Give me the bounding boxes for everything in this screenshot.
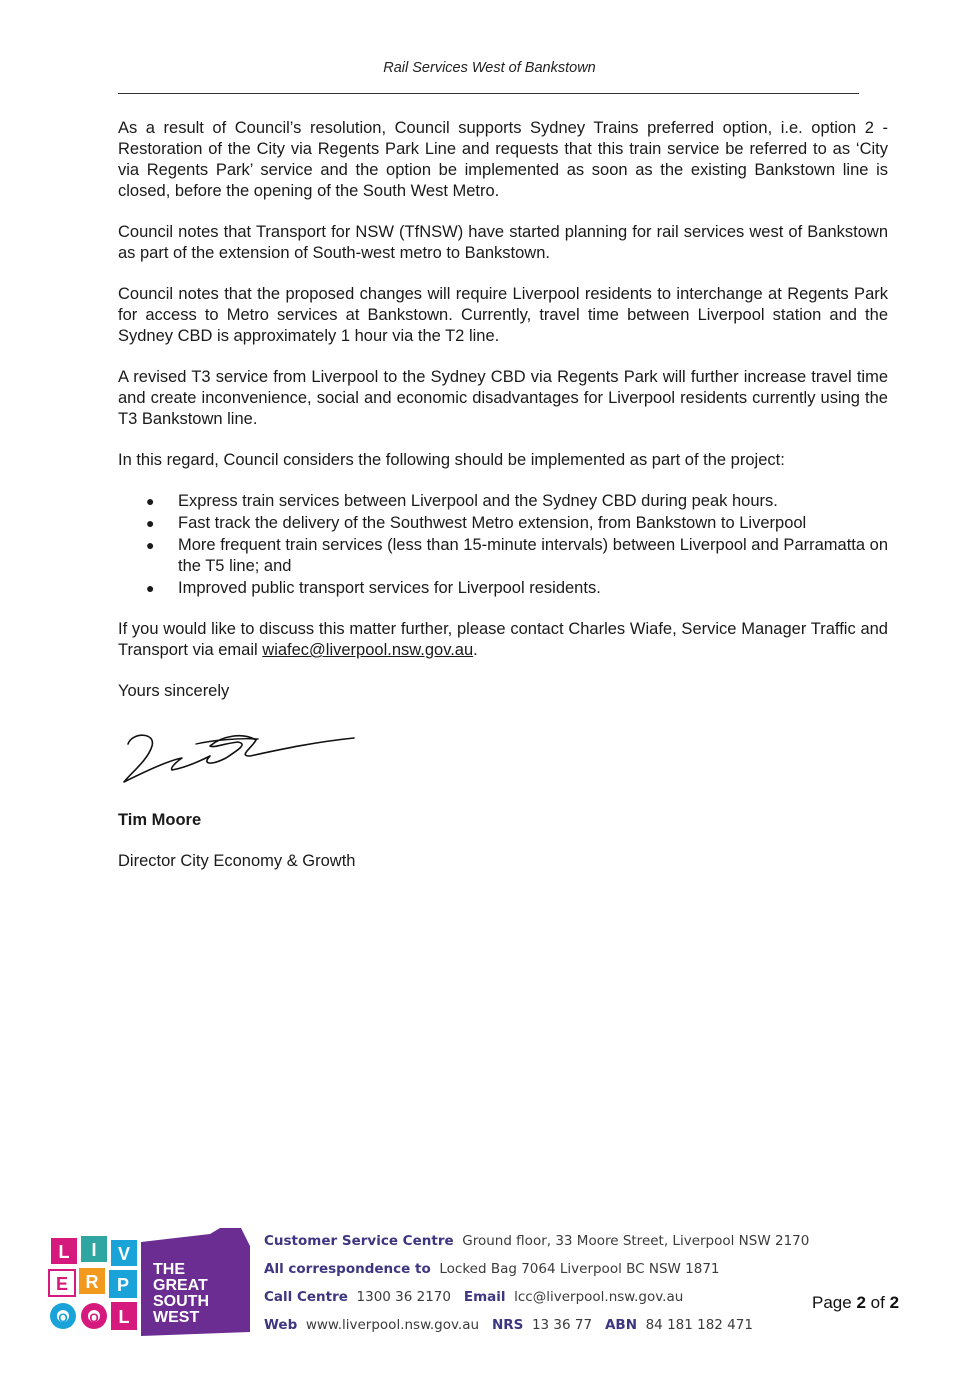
logo-tagline: GREAT: [153, 1277, 208, 1294]
paragraph: Council notes that Transport for NSW (TfNSW) have started planning for rail services west of Bankstown as part of the extension of South-west metro to Bankstown.: [118, 223, 888, 262]
list-item: ● Improved public transport services for Liverpool residents.: [146, 579, 601, 597]
list-item: ● More frequent train services (less than 15-minute intervals) between Liverpool and Parramatta on the T5 line; and: [146, 536, 888, 575]
footer-line-customer-service: Customer Service Centre Ground floor, 33 Moore Street, Liverpool NSW 2170: [264, 1233, 810, 1249]
footer-line-web: Web www.liverpool.nsw.gov.au NRS 13 36 77 ABN 84 181 182 471: [264, 1317, 753, 1333]
list-item: ● Fast track the delivery of the Southwest Metro extension, from Bankstown to Liverpool: [146, 514, 807, 532]
bullet-icon: ●: [146, 515, 155, 531]
list-item: ● Express train services between Liverpool and the Sydney CBD during peak hours.: [146, 492, 778, 510]
logo-letter: E: [55, 1274, 69, 1294]
footer-web-link[interactable]: www.liverpool.nsw.gov.au: [305, 1317, 480, 1333]
signer-name: Tim Moore: [118, 811, 202, 829]
paragraph: As a result of Council’s resolution, Council supports Sydney Trains preferred option, i.e. option 2 - Restoration of the City via Regents Park Line and requests that this train service be referred to as ‘City via Regents Park’ service and the option be implemented as soon as the existing Bankstown line is closed, before the opening of the South West Metro.: [118, 119, 888, 200]
footer-contact-block: [264, 1230, 824, 1342]
paragraph: Council notes that the proposed changes will require Liverpool residents to interchange at Regents Park for access to Metro services at Bankstown. Currently, travel time between Liverpool station and the Sydney CBD is approximately 1 hour via the T2 line.: [118, 285, 888, 345]
signature-image: [118, 722, 358, 792]
bullet-icon: ●: [146, 537, 155, 553]
logo-letter: R: [85, 1272, 99, 1292]
liverpool-logo: [45, 1228, 250, 1336]
logo-letter: O: [89, 1311, 99, 1325]
bullet-icon: ●: [146, 580, 155, 596]
logo-letter: L: [118, 1307, 130, 1327]
footer-line-call-email: Call Centre 1300 36 2170 Email lcc@liverpool.nsw.gov.au: [264, 1289, 684, 1305]
page-number: Page 2 of 2: [812, 1293, 900, 1312]
logo-letter: L: [58, 1242, 70, 1262]
running-header: Rail Services West of Bankstown: [383, 60, 596, 76]
paragraph: A revised T3 service from Liverpool to the Sydney CBD via Regents Park will further increase travel time and create inconvenience, social and economic disadvantages for Liverpool residents currently using the T3 Bankstown line.: [118, 368, 888, 428]
contact-paragraph: If you would like to discuss this matter further, please contact Charles Wiafe, Service Manager Traffic and Transport via email wiafec@liverpool.nsw.gov.au.: [118, 620, 888, 659]
header-rule: [118, 93, 859, 94]
logo-tagline: WEST: [153, 1309, 200, 1326]
logo-letter: I: [91, 1240, 97, 1260]
contact-email-link[interactable]: wiafec@liverpool.nsw.gov.au: [262, 641, 474, 659]
logo-tagline: THE: [153, 1261, 185, 1278]
letter-body: [118, 118, 888, 892]
recommendation-list: [118, 491, 888, 599]
signer-title: Director City Economy & Growth: [118, 852, 356, 870]
logo-letter: O: [58, 1311, 68, 1325]
paragraph: In this regard, Council considers the following should be implemented as part of the project:: [118, 451, 785, 469]
bullet-icon: ●: [146, 493, 155, 509]
logo-letter: V: [117, 1244, 131, 1264]
footer-email-link[interactable]: lcc@liverpool.nsw.gov.au: [514, 1289, 684, 1305]
footer-line-correspondence: All correspondence to Locked Bag 7064 Liverpool BC NSW 1871: [264, 1261, 720, 1277]
logo-letter: P: [116, 1275, 130, 1295]
logo-tagline: SOUTH: [153, 1293, 209, 1310]
salutation: Yours sincerely: [118, 682, 230, 700]
